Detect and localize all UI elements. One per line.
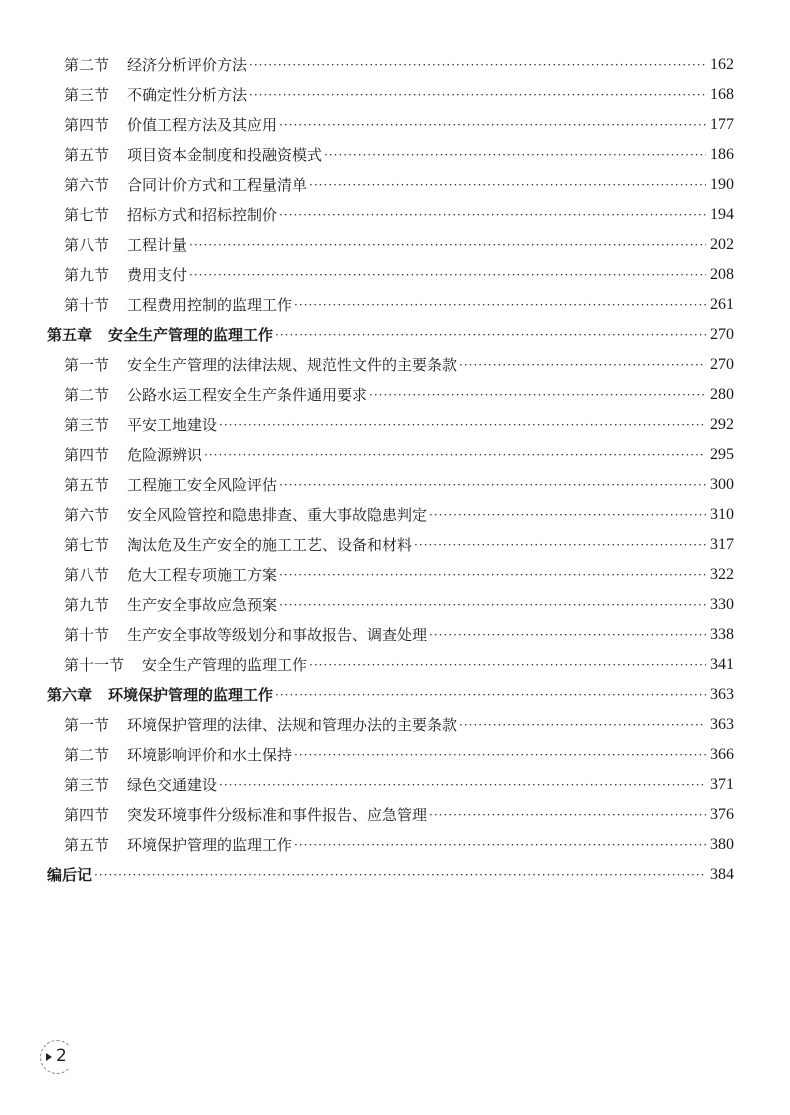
section-title: 工程施工安全风险评估 <box>127 476 278 494</box>
section-title: 费用支付 <box>127 266 188 284</box>
section-title: 环境保护管理的监理工作 <box>127 836 293 854</box>
page-ref: 310 <box>710 506 734 523</box>
chapter-title: 环境保护管理的监理工作 <box>108 686 274 704</box>
section-number: 第四节 <box>64 806 110 824</box>
dot-leader <box>219 776 706 794</box>
page-ref: 186 <box>710 146 734 163</box>
table-of-contents <box>0 44 790 884</box>
dot-leader <box>309 176 706 194</box>
toc-entry-section <box>0 404 790 434</box>
section-number: 第五节 <box>64 146 110 164</box>
page-ref: 261 <box>710 296 734 313</box>
page-ref: 363 <box>710 686 734 703</box>
dot-leader <box>459 356 706 374</box>
section-title: 淘汰危及生产安全的施工工艺、设备和材料 <box>127 536 413 554</box>
toc-entry-section <box>0 524 790 554</box>
section-title: 不确定性分析方法 <box>127 86 248 104</box>
section-number: 第八节 <box>64 236 110 254</box>
section-number: 第五节 <box>64 836 110 854</box>
section-title: 突发环境事件分级标准和事件报告、应急管理 <box>127 806 428 824</box>
section-number: 第三节 <box>64 86 110 104</box>
section-title: 生产安全事故应急预案 <box>127 596 278 614</box>
dot-leader <box>429 626 706 644</box>
section-title: 合同计价方式和工程量清单 <box>127 176 308 194</box>
dot-leader <box>189 236 706 254</box>
page-ref: 295 <box>710 446 734 463</box>
section-number: 第三节 <box>64 776 110 794</box>
dot-leader <box>249 86 706 104</box>
section-title: 公路水运工程安全生产条件通用要求 <box>127 386 368 404</box>
section-title: 项目资本金制度和投融资模式 <box>127 146 323 164</box>
section-number: 第四节 <box>64 116 110 134</box>
page-ref: 371 <box>710 776 734 793</box>
section-title: 安全风险管控和隐患排查、重大事故隐患判定 <box>127 506 428 524</box>
section-number: 第六节 <box>64 506 110 524</box>
page-ref: 190 <box>710 176 734 193</box>
toc-entry-section <box>0 554 790 584</box>
page-ref: 270 <box>710 326 734 343</box>
toc-entry-section <box>0 374 790 404</box>
section-title: 环境保护管理的法律、法规和管理办法的主要条款 <box>127 716 458 734</box>
toc-entry-afterword <box>0 854 790 884</box>
toc-entry-section <box>0 434 790 464</box>
dot-leader <box>94 866 706 884</box>
section-title: 危险源辨识 <box>127 446 203 464</box>
dot-leader <box>275 686 706 704</box>
section-number: 第十一节 <box>64 656 125 674</box>
section-number: 第四节 <box>64 446 110 464</box>
dot-leader <box>459 716 706 734</box>
section-number: 第十节 <box>64 296 110 314</box>
page-ref: 270 <box>710 356 734 373</box>
dot-leader <box>279 116 706 134</box>
dot-leader <box>414 536 706 554</box>
dot-leader <box>219 416 706 434</box>
toc-entry-section <box>0 764 790 794</box>
dot-leader <box>279 206 706 224</box>
toc-entry-section <box>0 284 790 314</box>
dot-leader <box>294 836 706 854</box>
page-ref: 162 <box>710 56 734 73</box>
section-number: 第九节 <box>64 596 110 614</box>
section-number: 第八节 <box>64 566 110 584</box>
chapter-title: 安全生产管理的监理工作 <box>108 326 274 344</box>
dot-leader <box>294 296 706 314</box>
page-ref: 168 <box>710 86 734 103</box>
afterword-title: 编后记 <box>47 866 93 884</box>
toc-entry-section <box>0 194 790 224</box>
section-title: 平安工地建设 <box>127 416 218 434</box>
dot-leader <box>429 506 706 524</box>
section-title: 价值工程方法及其应用 <box>127 116 278 134</box>
toc-entry-section <box>0 644 790 674</box>
section-number: 第五节 <box>64 476 110 494</box>
dot-leader <box>294 746 706 764</box>
section-number: 第三节 <box>64 416 110 434</box>
page-ref: 322 <box>710 566 734 583</box>
toc-entry-section <box>0 704 790 734</box>
dot-leader <box>189 266 706 284</box>
section-title: 工程计量 <box>127 236 188 254</box>
dot-leader <box>204 446 706 464</box>
page-ref: 376 <box>710 806 734 823</box>
page-ref: 208 <box>710 266 734 283</box>
toc-entry-section <box>0 614 790 644</box>
toc-entry-section <box>0 344 790 374</box>
section-title: 工程费用控制的监理工作 <box>127 296 293 314</box>
toc-entry-chapter <box>0 674 790 704</box>
dot-leader <box>279 476 706 494</box>
toc-entry-section <box>0 44 790 74</box>
section-number: 第十节 <box>64 626 110 644</box>
dot-leader <box>275 326 706 344</box>
dot-leader <box>309 656 706 674</box>
toc-entry-chapter <box>0 314 790 344</box>
section-number: 第一节 <box>64 716 110 734</box>
section-number: 第二节 <box>64 386 110 404</box>
page-ref: 330 <box>710 596 734 613</box>
page-folio <box>40 1040 80 1074</box>
page-ref: 194 <box>710 206 734 223</box>
toc-entry-section <box>0 794 790 824</box>
page-ref: 366 <box>710 746 734 763</box>
page-ref: 280 <box>710 386 734 403</box>
dot-leader <box>279 596 706 614</box>
dot-leader <box>279 566 706 584</box>
page-ref: 317 <box>710 536 734 553</box>
section-number: 第一节 <box>64 356 110 374</box>
toc-entry-section <box>0 734 790 764</box>
section-number: 第七节 <box>64 206 110 224</box>
section-title: 经济分析评价方法 <box>127 56 248 74</box>
toc-entry-section <box>0 464 790 494</box>
dot-leader <box>429 806 706 824</box>
section-title: 危大工程专项施工方案 <box>127 566 278 584</box>
section-title: 招标方式和招标控制价 <box>127 206 278 224</box>
dot-leader <box>369 386 706 404</box>
section-title: 安全生产管理的法律法规、规范性文件的主要条款 <box>127 356 458 374</box>
page-ref: 341 <box>710 656 734 673</box>
dot-leader <box>324 146 706 164</box>
page-ref: 202 <box>710 236 734 253</box>
page-ref: 177 <box>710 116 734 133</box>
chapter-number: 第六章 <box>47 686 93 704</box>
toc-entry-section <box>0 494 790 524</box>
page-ref: 380 <box>710 836 734 853</box>
section-title: 生产安全事故等级划分和事故报告、调查处理 <box>127 626 428 644</box>
page-ref: 363 <box>710 716 734 733</box>
page-ref: 292 <box>710 416 734 433</box>
section-title: 环境影响评价和水土保持 <box>127 746 293 764</box>
toc-entry-section <box>0 134 790 164</box>
section-number: 第九节 <box>64 266 110 284</box>
page-ref: 300 <box>710 476 734 493</box>
page-ref: 384 <box>710 866 734 883</box>
toc-entry-section <box>0 254 790 284</box>
section-number: 第六节 <box>64 176 110 194</box>
section-number: 第二节 <box>64 56 110 74</box>
toc-entry-section <box>0 584 790 614</box>
section-title: 安全生产管理的监理工作 <box>142 656 308 674</box>
page-number: 2 <box>56 1046 67 1066</box>
toc-entry-section <box>0 824 790 854</box>
toc-entry-section <box>0 224 790 254</box>
section-number: 第二节 <box>64 746 110 764</box>
section-title: 绿色交通建设 <box>127 776 218 794</box>
folio-arrow-icon <box>46 1053 52 1061</box>
page-ref: 338 <box>710 626 734 643</box>
chapter-number: 第五章 <box>47 326 93 344</box>
dot-leader <box>249 56 706 74</box>
section-number: 第七节 <box>64 536 110 554</box>
toc-entry-section <box>0 74 790 104</box>
toc-entry-section <box>0 164 790 194</box>
toc-entry-section <box>0 104 790 134</box>
